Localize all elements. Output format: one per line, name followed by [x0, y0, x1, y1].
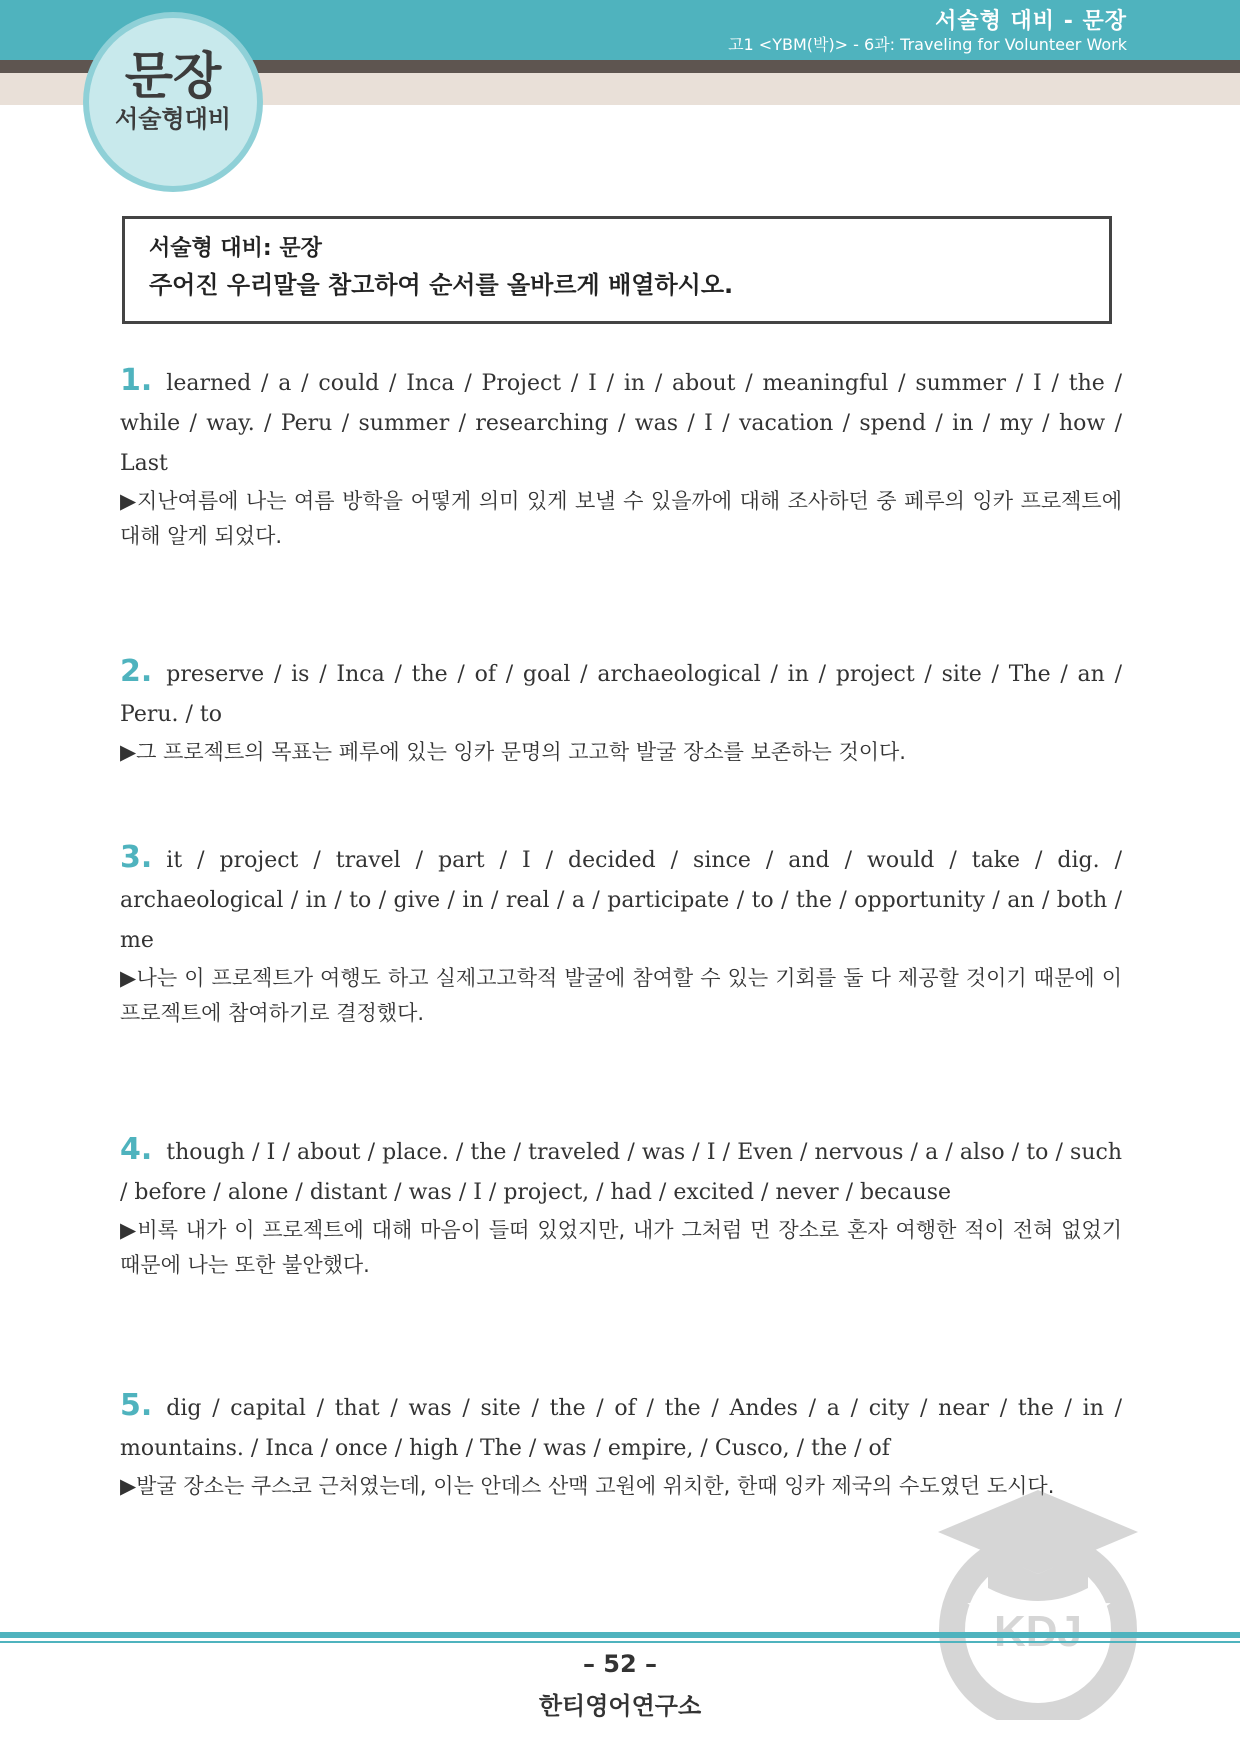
instruction-box: [122, 216, 1112, 324]
question-words: [120, 1386, 1122, 1469]
question-words: [120, 838, 1122, 961]
question-1: [120, 361, 1122, 554]
question-translation: ▶그 프로젝트의 목표는 페루에 있는 잉카 문명의 고고학 발굴 장소를 보존하는 것이다.: [120, 740, 906, 764]
question-number: 5.: [120, 1388, 153, 1423]
header-title: 서술형 대비 - 문장: [935, 9, 1127, 34]
instruction-heading: 서술형 대비: 문장: [149, 236, 322, 261]
question-4: [120, 1130, 1122, 1283]
question-translation: ▶나는 이 프로젝트가 여행도 하고 실제고고학적 발굴에 참여할 수 있는 기회를 둘 다 제공할 것이기 때문에 이 프로젝트에 참여하기로 결정했다.: [120, 966, 1122, 1025]
instruction-text: 주어진 우리말을 참고하여 순서를 올바르게 배열하시오.: [149, 271, 734, 299]
question-translation: ▶비록 내가 이 프로젝트에 대해 마음이 들떠 있었지만, 내가 그처럼 먼 장소로 혼자 여행한 적이 전혀 없었기 때문에 나는 또한 불안했다.: [120, 1218, 1122, 1277]
academy-watermark-logo: [928, 1480, 1148, 1720]
question-number: 3.: [120, 840, 153, 875]
header-subtitle: 고1 <YBM(박)> - 6과: Traveling for Volunteer Work: [728, 35, 1127, 54]
badge-main-text: 문장: [124, 47, 222, 105]
section-badge-inner: [89, 18, 257, 186]
badge-sub-text: 서술형대비: [115, 105, 231, 133]
question-3: [120, 838, 1122, 1031]
footer-line: [0, 1632, 1240, 1638]
question-word-list: preserve / is / Inca / the / of / goal / archaeological / in / project / site / The / an / Peru. / to: [120, 662, 1122, 727]
question-words: [120, 1130, 1122, 1213]
question-word-list: though / I / about / place. / the / traveled / was / I / Even / nervous / a / also / to / such / before / alone / distant / was / I / project, / had / excited / never / because: [120, 1140, 1122, 1205]
question-words: [120, 361, 1122, 484]
organization-name: 한티영어연구소: [538, 1692, 702, 1720]
question-words: [120, 652, 1122, 735]
question-word-list: learned / a / could / Inca / Project / I / in / about / meaningful / summer / I / the / while / way. / Peru / summer / researching / was / I / vacation / spend / in / my / how / Last: [120, 371, 1122, 476]
svg-text:★: ★: [1094, 1593, 1112, 1617]
question-number: 4.: [120, 1132, 153, 1167]
question-word-list: it / project / travel / part / I / decided / since / and / would / take / dig. / archaeological / in / to / give / in / real / a / participate / to / the / opportunity / an / both / me: [120, 848, 1122, 953]
question-translation: ▶지난여름에 나는 여름 방학을 어떻게 의미 있게 보낼 수 있을까에 대해 조사하던 중 페루의 잉카 프로젝트에 대해 알게 되었다.: [120, 489, 1122, 548]
question-translation: ▶발굴 장소는 쿠스코 근처였는데, 이는 안데스 산맥 고원에 위치한, 한때 잉카 제국의 수도였던 도시다.: [120, 1474, 1055, 1498]
question-word-list: dig / capital / that / was / site / the / of / the / Andes / a / city / near / the / in / mountains. / Inca / once / high / The / was / empire, / Cusco, / the / of: [120, 1396, 1122, 1461]
page-number: – 52 –: [582, 1650, 658, 1678]
question-2: [120, 652, 1122, 770]
question-number: 2.: [120, 654, 153, 689]
footer-line-thin: [0, 1641, 1240, 1643]
svg-text:★: ★: [966, 1593, 984, 1617]
question-number: 1.: [120, 363, 153, 398]
